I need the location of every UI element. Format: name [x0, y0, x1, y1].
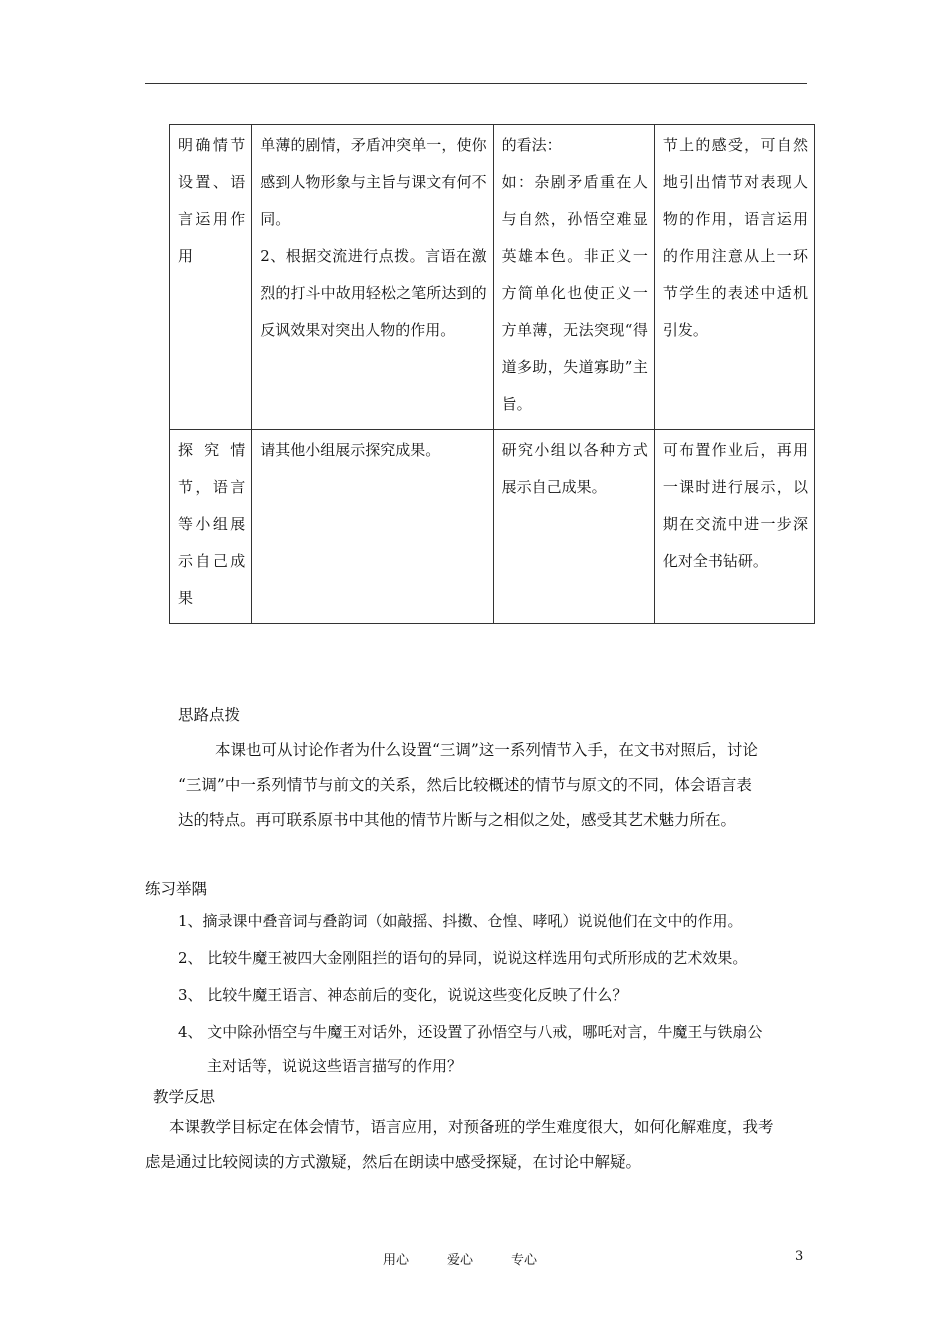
table-row [170, 430, 815, 624]
exercise-item-1: 1、摘录课中叠音词与叠韵词（如敲摇、抖擞、仓惶、哮吼）说说他们在文中的作用。 [178, 912, 743, 930]
paragraph-line: 本课也可从讨论作者为什么设置“三调”这一系列情节入手，在文书对照后，讨论 [215, 741, 758, 759]
header-rule [145, 83, 807, 84]
cell-paragraph: 的看法： [501, 136, 562, 154]
fansi-heading: 教学反思 [153, 1088, 216, 1106]
table-cell-teacher [252, 430, 493, 624]
table-cell-teacher [252, 125, 493, 430]
table-cell-student [493, 125, 654, 430]
cell-paragraph: 2、根据交流进行点拨。言语在激烈的打斗中故用轻松之笔所达到的反讽效果对突出人物的作用。 [260, 247, 487, 339]
cell-paragraph: 如：杂剧矛盾重在人与自然，孙悟空难显英雄本色。非正义一方简单化也使正义一方单薄，无法突现“得道多助，失道寡助”主旨。 [501, 173, 648, 413]
cell-paragraph: 请其他小组展示探究成果。 [260, 441, 441, 459]
table-row [170, 125, 815, 430]
table-cell-note: 可布置作业后，再用一课时进行展示，以期在交流中进一步深化对全书钻研。 [654, 430, 814, 624]
table-cell-student [493, 430, 654, 624]
paragraph-line: 本课教学目标定在体会情节，语言应用，对预备班的学生难度很大，如何化解难度，我考 [169, 1118, 774, 1136]
paragraph-line: 达的特点。再可联系原书中其他的情节片断与之相似之处，感受其艺术魅力所在。 [178, 811, 737, 829]
silu-heading: 思路点拨 [178, 706, 241, 724]
table-cell-step: 探究情节，语言等小组展示自己成果 [170, 430, 252, 624]
page-number: 3 [795, 1249, 804, 1264]
lianxi-heading: 练习举隅 [145, 880, 208, 898]
cell-paragraph: 研究小组以各种方式展示自己成果。 [501, 441, 648, 496]
footer-motto-2: 爱心 [447, 1253, 474, 1268]
paragraph-line: “三调”中一系列情节与前文的关系，然后比较概述的情节与原文的不同，体会语言表 [178, 776, 752, 794]
footer-motto-1: 用心 [383, 1253, 410, 1268]
lesson-plan-table [169, 124, 815, 624]
cell-paragraph: 单薄的剧情，矛盾冲突单一，使你感到人物形象与主旨与课文有何不同。 [260, 136, 487, 228]
silu-paragraph [178, 733, 808, 838]
exercise-item-3: 3、 比较牛魔王语言、神态前后的变化，说说这些变化反映了什么？ [178, 986, 628, 1004]
paragraph-line: 虑是通过比较阅读的方式激疑，然后在朗读中感受探疑，在讨论中解疑。 [145, 1153, 642, 1171]
fansi-paragraph [145, 1110, 810, 1180]
footer-motto-3: 专心 [511, 1253, 538, 1268]
table-cell-note: 节上的感受，可自然地引出情节对表现人物的作用，语言运用的作用注意从上一环节学生的表述中适机引发。 [654, 125, 814, 430]
table-cell-step: 明确情节设置、语言运用作用 [170, 125, 252, 430]
exercise-item-4-cont: 主对话等，说说这些语言描写的作用？ [207, 1057, 463, 1075]
exercise-item-2: 2、 比较牛魔王被四大金刚阻拦的语句的异同，说说这样选用句式所形成的艺术效果。 [178, 949, 748, 967]
exercise-item-4: 4、 文中除孙悟空与牛魔王对话外，还设置了孙悟空与八戒，哪吒对言，牛魔王与铁扇公 [178, 1023, 763, 1041]
